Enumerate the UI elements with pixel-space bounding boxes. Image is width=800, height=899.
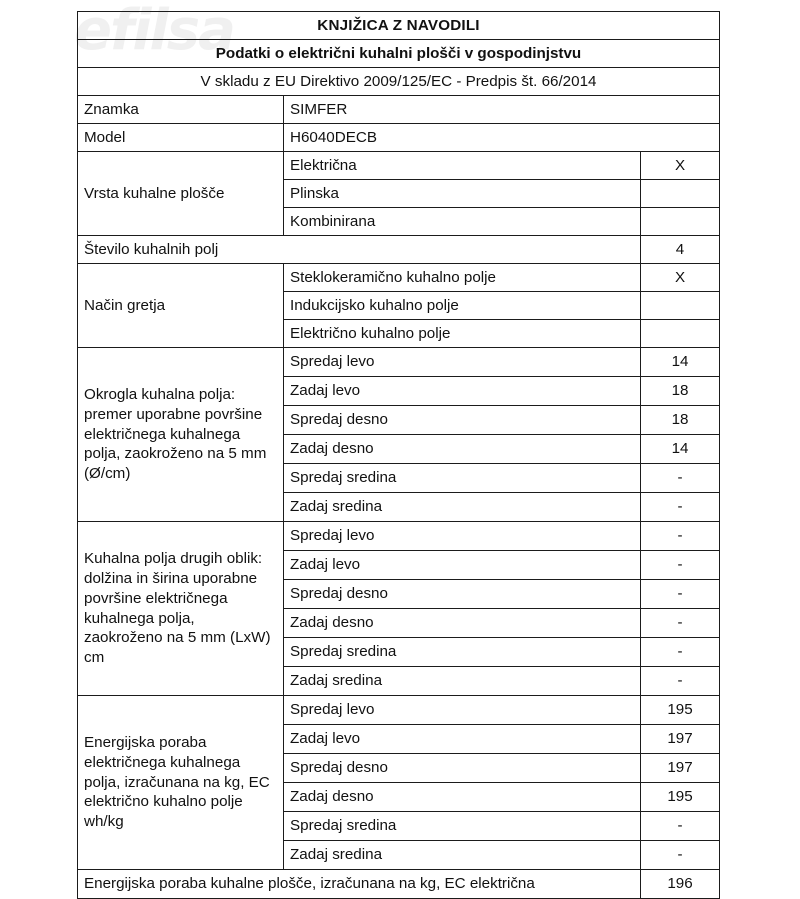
table-row-brand	[78, 96, 720, 124]
energy-zone-value: 195	[641, 696, 720, 725]
hob-type-option-mark	[641, 180, 720, 208]
heating-option-mark	[641, 320, 720, 348]
heating-option-name: Steklokeramično kuhalno polje	[284, 264, 641, 292]
other-zones-label: Kuhalna polja drugih oblik: dolžina in širina uporabne površine električnega kuhalnega polja, zaokroženo na 5 mm (LxW) cm	[78, 522, 284, 696]
energy-zone-position: Spredaj desno	[284, 754, 641, 783]
hob-type-option-name: Kombinirana	[284, 208, 641, 236]
energy-zone-position: Spredaj levo	[284, 696, 641, 725]
hob-type-option-mark: X	[641, 152, 720, 180]
round-zone-position: Spredaj levo	[284, 348, 641, 377]
table-row-subtitle	[78, 40, 720, 68]
heating-label: Način gretja	[78, 264, 284, 348]
heating-option-mark	[641, 292, 720, 320]
round-zones-label: Okrogla kuhalna polja: premer uporabne površine električnega kuhalnega polja, zaokroženo na 5 mm (Ø/cm)	[78, 348, 284, 522]
other-zone-position: Spredaj levo	[284, 522, 641, 551]
other-zone-position: Spredaj sredina	[284, 638, 641, 667]
round-zone-position: Zadaj sredina	[284, 493, 641, 522]
other-zone-position: Spredaj desno	[284, 580, 641, 609]
table-row-model	[78, 124, 720, 152]
brand-label: Znamka	[78, 96, 284, 124]
document-title: KNJIŽICA Z NAVODILI	[78, 12, 720, 40]
table-row-heating-1	[78, 264, 720, 292]
other-zone-position: Zadaj sredina	[284, 667, 641, 696]
zone-count-label: Število kuhalnih polj	[78, 236, 641, 264]
energy-zone-position: Spredaj sredina	[284, 812, 641, 841]
total-energy-value: 196	[641, 870, 720, 899]
other-zone-value: -	[641, 580, 720, 609]
energy-zone-value: 197	[641, 754, 720, 783]
document-standard: V skladu z EU Direktivo 2009/125/EC - Predpis št. 66/2014	[78, 68, 720, 96]
table-row-zone-count	[78, 236, 720, 264]
table-row-hob-type-1	[78, 152, 720, 180]
round-zone-value: 14	[641, 435, 720, 464]
total-energy-label: Energijska poraba kuhalne plošče, izračunana na kg, EC električna	[78, 870, 641, 899]
energy-zone-value: -	[641, 841, 720, 870]
brand-value: SIMFER	[284, 96, 720, 124]
table-row-energy-zone-1	[78, 696, 720, 725]
other-zone-value: -	[641, 522, 720, 551]
hob-type-option-mark	[641, 208, 720, 236]
round-zone-position: Spredaj desno	[284, 406, 641, 435]
hob-type-label: Vrsta kuhalne plošče	[78, 152, 284, 236]
round-zone-value: 18	[641, 377, 720, 406]
other-zone-position: Zadaj desno	[284, 609, 641, 638]
heating-option-mark: X	[641, 264, 720, 292]
energy-zone-value: 195	[641, 783, 720, 812]
watermark-text: efilsa	[74, 0, 234, 63]
round-zone-position: Zadaj desno	[284, 435, 641, 464]
other-zone-value: -	[641, 551, 720, 580]
round-zone-value: 14	[641, 348, 720, 377]
round-zone-value: -	[641, 464, 720, 493]
energy-zone-position: Zadaj levo	[284, 725, 641, 754]
other-zone-position: Zadaj levo	[284, 551, 641, 580]
round-zone-value: 18	[641, 406, 720, 435]
datasheet-table-container	[77, 11, 719, 899]
other-zone-value: -	[641, 667, 720, 696]
table-row-standard	[78, 68, 720, 96]
round-zone-position: Spredaj sredina	[284, 464, 641, 493]
document-subtitle: Podatki o električni kuhalni plošči v gospodinjstvu	[78, 40, 720, 68]
hob-type-option-name: Plinska	[284, 180, 641, 208]
product-datasheet-table	[77, 11, 720, 899]
other-zone-value: -	[641, 638, 720, 667]
energy-zone-position: Zadaj sredina	[284, 841, 641, 870]
table-row-other-zone-1	[78, 522, 720, 551]
other-zone-value: -	[641, 609, 720, 638]
heating-option-name: Električno kuhalno polje	[284, 320, 641, 348]
hob-type-option-name: Električna	[284, 152, 641, 180]
round-zone-position: Zadaj levo	[284, 377, 641, 406]
energy-zone-value: -	[641, 812, 720, 841]
table-row-round-zone-1	[78, 348, 720, 377]
heating-option-name: Indukcijsko kuhalno polje	[284, 292, 641, 320]
energy-zone-label: Energijska poraba električnega kuhalnega polja, izračunana na kg, EC električno kuhalno polje wh/kg	[78, 696, 284, 870]
model-label: Model	[78, 124, 284, 152]
table-row-title	[78, 12, 720, 40]
table-row-total-energy	[78, 870, 720, 899]
energy-zone-position: Zadaj desno	[284, 783, 641, 812]
zone-count-value: 4	[641, 236, 720, 264]
model-value: H6040DECB	[284, 124, 720, 152]
round-zone-value: -	[641, 493, 720, 522]
energy-zone-value: 197	[641, 725, 720, 754]
